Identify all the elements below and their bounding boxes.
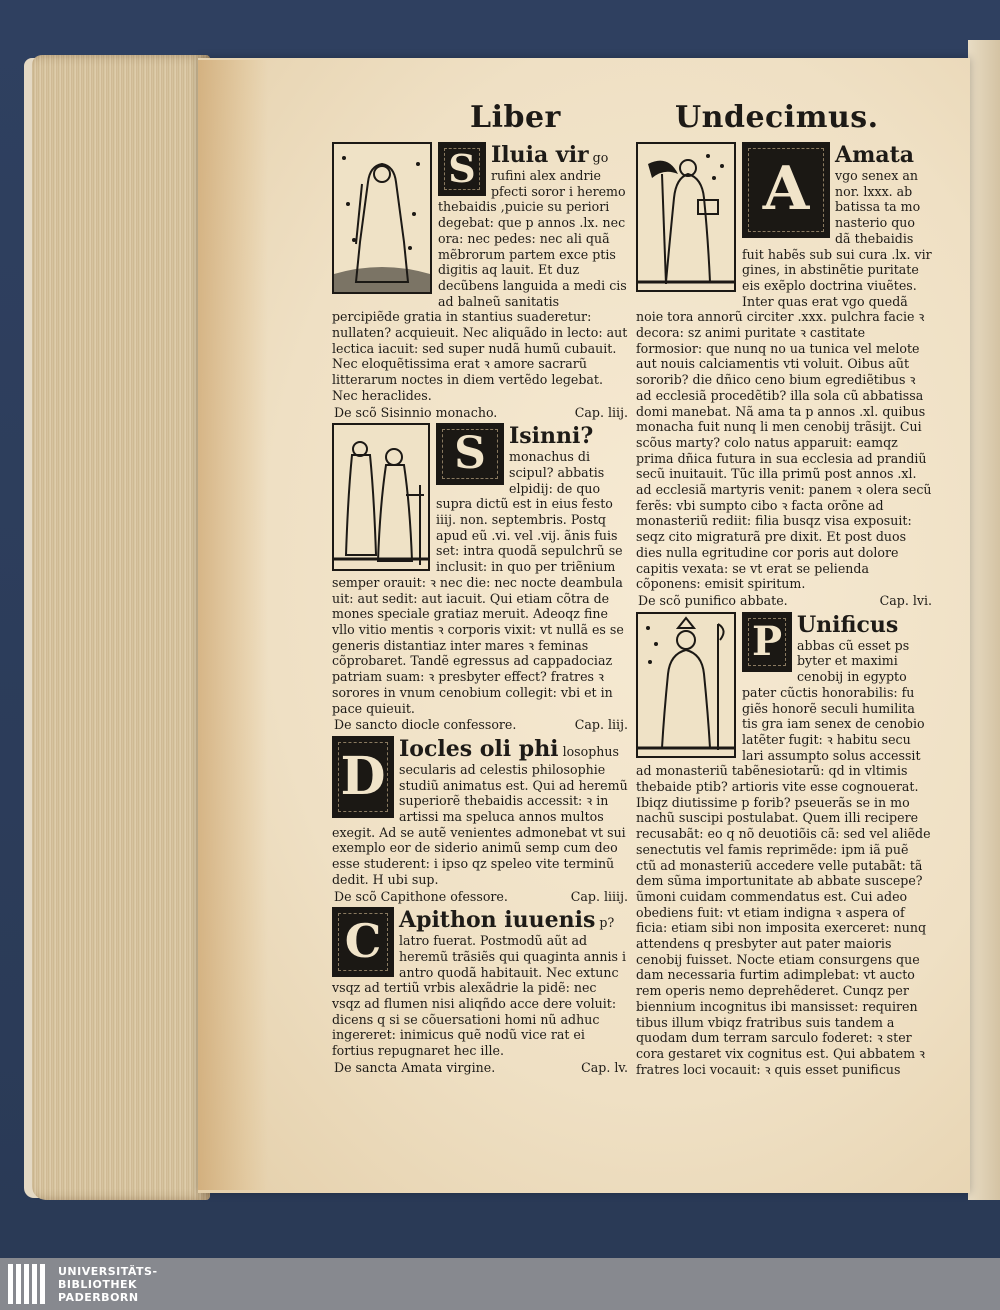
entry-lead: Isinni? <box>509 423 594 450</box>
rubric-title: De scõ Capithone ofessore. <box>334 888 508 904</box>
entry-amata <box>636 142 932 609</box>
rubric-title: De scõ punifico abbate. <box>638 592 788 608</box>
entry-text: p? latro fuerat. Postmodũ aũt ad heremũ trãsiẽs qui quaginta annis i antro quodã habitauit. Nec extunc vsqz ad tertiũ vrbis alexãdrie la pidẽ: nec vsqz ad flumen nisi aliqñdo acce dere voluit: dicens q si se cõuersationi homi nũ adhuc ingereret: inimicus quẽ nodũ vice rat ei fortius repugnaret hec ille. <box>332 915 627 1059</box>
entry-lead: Unificus <box>797 611 899 638</box>
library-name-line: UNIVERSITÄTS- <box>58 1264 158 1278</box>
library-logo-icon <box>8 1264 48 1304</box>
entry-silvia <box>332 142 628 420</box>
woodcut-saint-amata <box>636 142 736 292</box>
chapter-number: Cap. liij. <box>574 717 628 733</box>
entry-lead: Amata <box>835 142 915 168</box>
chapter-number: Cap. liij. <box>574 404 628 420</box>
rubric-title: De sancto diocle confessore. <box>334 717 517 733</box>
right-column <box>636 142 932 1077</box>
woodcut-sisinnius <box>332 423 430 571</box>
entry-text: go rufini alex andrie pfecti soror i heremo thebaidis ,puicie su periori degebat: que p annos .lx. nec ora: nec pedes: nec ali quã mẽbrorum partem exce ptis digitis aq lauit. Et duz decũbens languida a medi cis ad balneũ sanitatis percipiẽde gratia in stantius suaderetur: nullaten? acquieuit. Nec aliquãdo in lecto: aut lectica iacuit: sed super nudã humũ cubauit. Nec eloquẽtissima erat ꝛ amore sacrarũ litterarum noctes in diem vertẽdo legebat. Nec heraclides. <box>332 150 628 403</box>
library-name-line: BIBLIOTHEK <box>58 1277 138 1291</box>
chapter-number: Cap. liiij. <box>570 888 628 904</box>
entry-text: abbas cũ esset ps byter et maximi cenobij in egypto pater cũctis honorabilis: fu giẽs honorẽ seculi humilita tis gra iam senex de cenobio latẽter fugit: ꝛ habitu secu lari assumpto solus accessit ad monasteriũ tabẽnesiotarũ: qd in vltimis thebaide ptib? artioris vite esse cognouerat. Ibiqz diutissime p forib? pseuerãs se in mo nachũ suscipi postulabat. Quem illi recipere recusabãt: eo q nõ deuotiõis cã: sed vel aliẽde senectutis vel famis reprimẽde: ipm iã puẽ ctũ ad monasteriũ accedere velle putabãt: tã dem sũma importunitate ab abbate suscepe? ũmoni cuidam commendatus est. Cui adeo obediens fuit: vt etiam indigna ꝛ aspera of ficia: etiam sibi non imposita exerceret: nunq attendens q presbyter aut pater maioris cenobij fuisset. Nocte etiam consurgens que dam necessaria furtim adimplebat: vt aucto rem operis nemo deprehẽderet. Cunqz per biennium incognitus ibi mansisset: requiren tibus illum vbiqz fratribus suis tandem a quodam dum terram sarculo foderet: ꝛ ster cora gestaret vix cognitus est. Qui abbatem ꝛ fratres loci vocauit: ꝛ quis esset punificus <box>636 637 931 1077</box>
rubric-row <box>332 717 628 733</box>
library-name <box>58 1265 158 1304</box>
rubric-title: De scõ Sisinnio monacho. <box>334 404 498 420</box>
library-footer <box>0 1258 1000 1310</box>
entry-sisinnius <box>332 423 628 733</box>
left-column <box>332 142 628 1079</box>
woodcut-punificus <box>636 612 736 758</box>
initial-a: A <box>742 142 830 238</box>
rubric-title: De sancta Amata virgine. <box>334 1059 496 1075</box>
facing-page-edge <box>968 40 1000 1200</box>
initial-s: S <box>436 423 504 485</box>
woodcut-saint-silvia <box>332 142 432 294</box>
rubric-row <box>332 889 628 905</box>
entry-text: monachus di scipul? abbatis elpidij: de quo supra dictũ est in eius festo iiij. non. septembris. Postq apud eũ .vi. vel .vij. ãnis fuis set: intra quodã sepulchrũ se inclusit: in quo per triẽnium semper orauit: ꝛ nec die: nec nocte deambula uit: aut sedit: aut iacuit. Qui etiam cõtra de mones speciale gratiaz meruit. Adeoqz fine vllo vitio mentis ꝛ corporis vixit: vt nullã es se generis distantiaz inter mares ꝛ feminas cõprobaret. Tandẽ egressus ad cappadociaz patriam suam: ꝛ presbyter effect? fratres ꝛ sorores in vnum cenobium collegit: vbi et in pace quieuit. <box>332 449 624 716</box>
initial-s: S <box>438 142 486 196</box>
entry-lead: Iocles oli phi <box>399 735 559 762</box>
chapter-number: Cap. lv. <box>581 1059 628 1075</box>
water-stain <box>198 60 268 1190</box>
initial-d: D <box>332 736 394 818</box>
entry-punificus <box>636 612 932 1078</box>
entry-text: losophus secularis ad celestis philosophie studiũ animatus est. Qui ad heremũ superiorẽ thebaidis accessit: ꝛ in artissi ma speluca annos multos exegit. Ad se autẽ venientes admonebat vt sui exemplo eor de siderio animũ semp cum deo esse studerent: i ipso qz speleo vite terminũ dedit. H ubi sup. <box>332 743 628 887</box>
chapter-number: Cap. lvi. <box>879 592 932 608</box>
entry-diocles <box>332 736 628 904</box>
rubric-row <box>636 593 932 609</box>
running-head-right: Undecimus. <box>675 100 879 135</box>
running-head-left: Liber <box>470 100 561 135</box>
initial-c: C <box>332 907 394 977</box>
rubric-row <box>332 405 628 421</box>
rubric-row <box>332 1060 628 1076</box>
entry-lead: Apithon iuuenis <box>399 907 596 934</box>
entry-text: vgo senex an nor. lxxx. ab batissa ta mo nasterio quo dã thebaidis fuit habẽs sub sui cura .lx. vir gines, in abstinẽtie puritate eis exẽplo doctrina viuẽtes. Inter quas erat vgo quedã noie tora annorũ circiter .xxx. pulchra facie ꝛ decora: sz animi puritate ꝛ castitate formosior: que nunq no ua tunica vel melote aut nouis calciamentis vti voluit. Oibus aũt sororib? die dñico ceno bium egrediẽtibus ꝛ ad ecclesiã procedẽtib? illa sola cũ abbatissa domi manebat. Nã ama ta p annos .xl. quibus monacha fuit nunq li men cenobij trãsijt. Cui scõus marty? colo natus apparuit: eamqz prima dñica futura in sua ecclesia ad prandiũ secũ inuitauit. Tũc illa primũ post annos .xl. ad ecclesiã martyris venit: panem ꝛ olera secũ ferẽs: vbi sumpto cibo ꝛ facta orõne ad monasteriũ rediit: filia busqz visa exposuit: seqz cito migraturã pre dixit. Et post duos dies nulla egritudine cor poris aut dolore capitis vexata: se vt erat se pelienda cõponens: emisit spiritum. <box>636 168 932 592</box>
entry-capithon <box>332 907 628 1075</box>
entry-lead: Iluia vir <box>491 142 589 168</box>
page-edges <box>32 55 210 1200</box>
initial-p: P <box>742 612 792 672</box>
library-name-line: PADERBORN <box>58 1290 139 1304</box>
